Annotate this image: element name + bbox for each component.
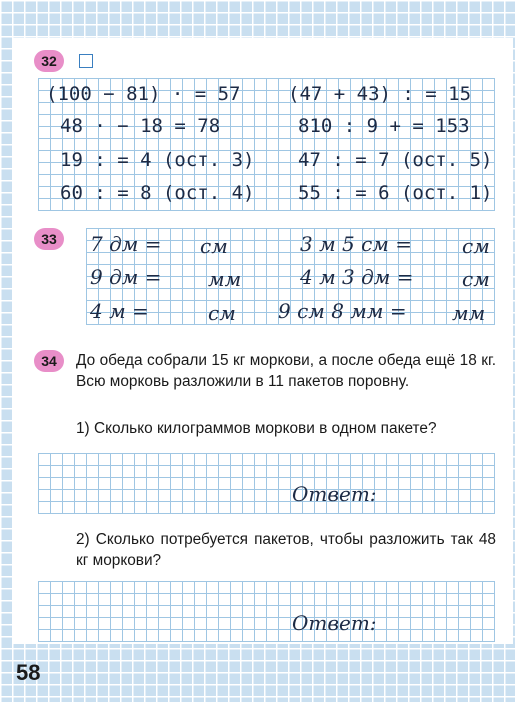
task-33-row-3-left-expr: 4 м = — [90, 299, 149, 323]
task-34-text: До обеда собрали 15 кг моркови, а после обеда ещё 18 кг. Всю морковь разложили в 11 пакетов поровну. — [76, 352, 496, 390]
task-33-row-1-left-unit: см — [200, 234, 228, 258]
task-32-row-4-left: 60 : = 8 (ост. 4) — [60, 182, 255, 204]
task-32-row-3-left: 19 : = 4 (ост. 3) — [60, 149, 255, 171]
task-33-row-3-left-unit: см — [208, 301, 236, 325]
task-32-row-1-left: (100 − 81) · = 57 — [46, 83, 241, 105]
answer-grid-2[interactable] — [38, 581, 495, 642]
task-34-question-1: 1) Сколько килограммов моркови в одном пакете? — [76, 420, 437, 437]
task-33-row-1-left-expr: 7 дм = — [90, 232, 162, 256]
answer-label-1: Ответ: — [292, 482, 377, 506]
task-33-row-3-right-expr: 9 см 8 мм = — [278, 299, 407, 323]
empty-checkbox-icon[interactable] — [79, 54, 93, 68]
answer-grid-1[interactable] — [38, 453, 495, 514]
page-number: 58 — [16, 660, 41, 685]
task-33-row-2-right-expr: 4 м 3 дм = — [300, 265, 414, 289]
task-34-question-2: 2) Сколько потребуется пакетов, чтобы разложить так 48 кг моркови? — [76, 531, 496, 569]
task-34-badge: 34 — [34, 350, 64, 372]
task-32-row-2-right: 810 : 9 + = 153 — [298, 115, 470, 137]
task-32-row-3-right: 47 : = 7 (ост. 5) — [298, 149, 493, 171]
task-32-badge: 32 — [34, 50, 64, 72]
task-33-badge: 33 — [34, 228, 64, 250]
task-33-row-2-left-unit: мм — [208, 267, 242, 291]
task-32-row-1-right: (47 + 43) : = 15 — [288, 83, 472, 105]
task-33-row-2-left-expr: 9 дм = — [90, 265, 162, 289]
answer-label-2: Ответ: — [292, 611, 377, 635]
task-33-row-1-right-unit: см — [462, 234, 490, 258]
task-33-row-3-right-unit: мм — [452, 301, 486, 325]
task-32-row-4-right: 55 : = 6 (ост. 1) — [298, 182, 493, 204]
task-33-row-2-right-unit: см — [462, 267, 490, 291]
task-33-row-1-right-expr: 3 м 5 см = — [300, 232, 413, 256]
task-32-row-2-left: 48 · − 18 = 78 — [60, 115, 221, 137]
